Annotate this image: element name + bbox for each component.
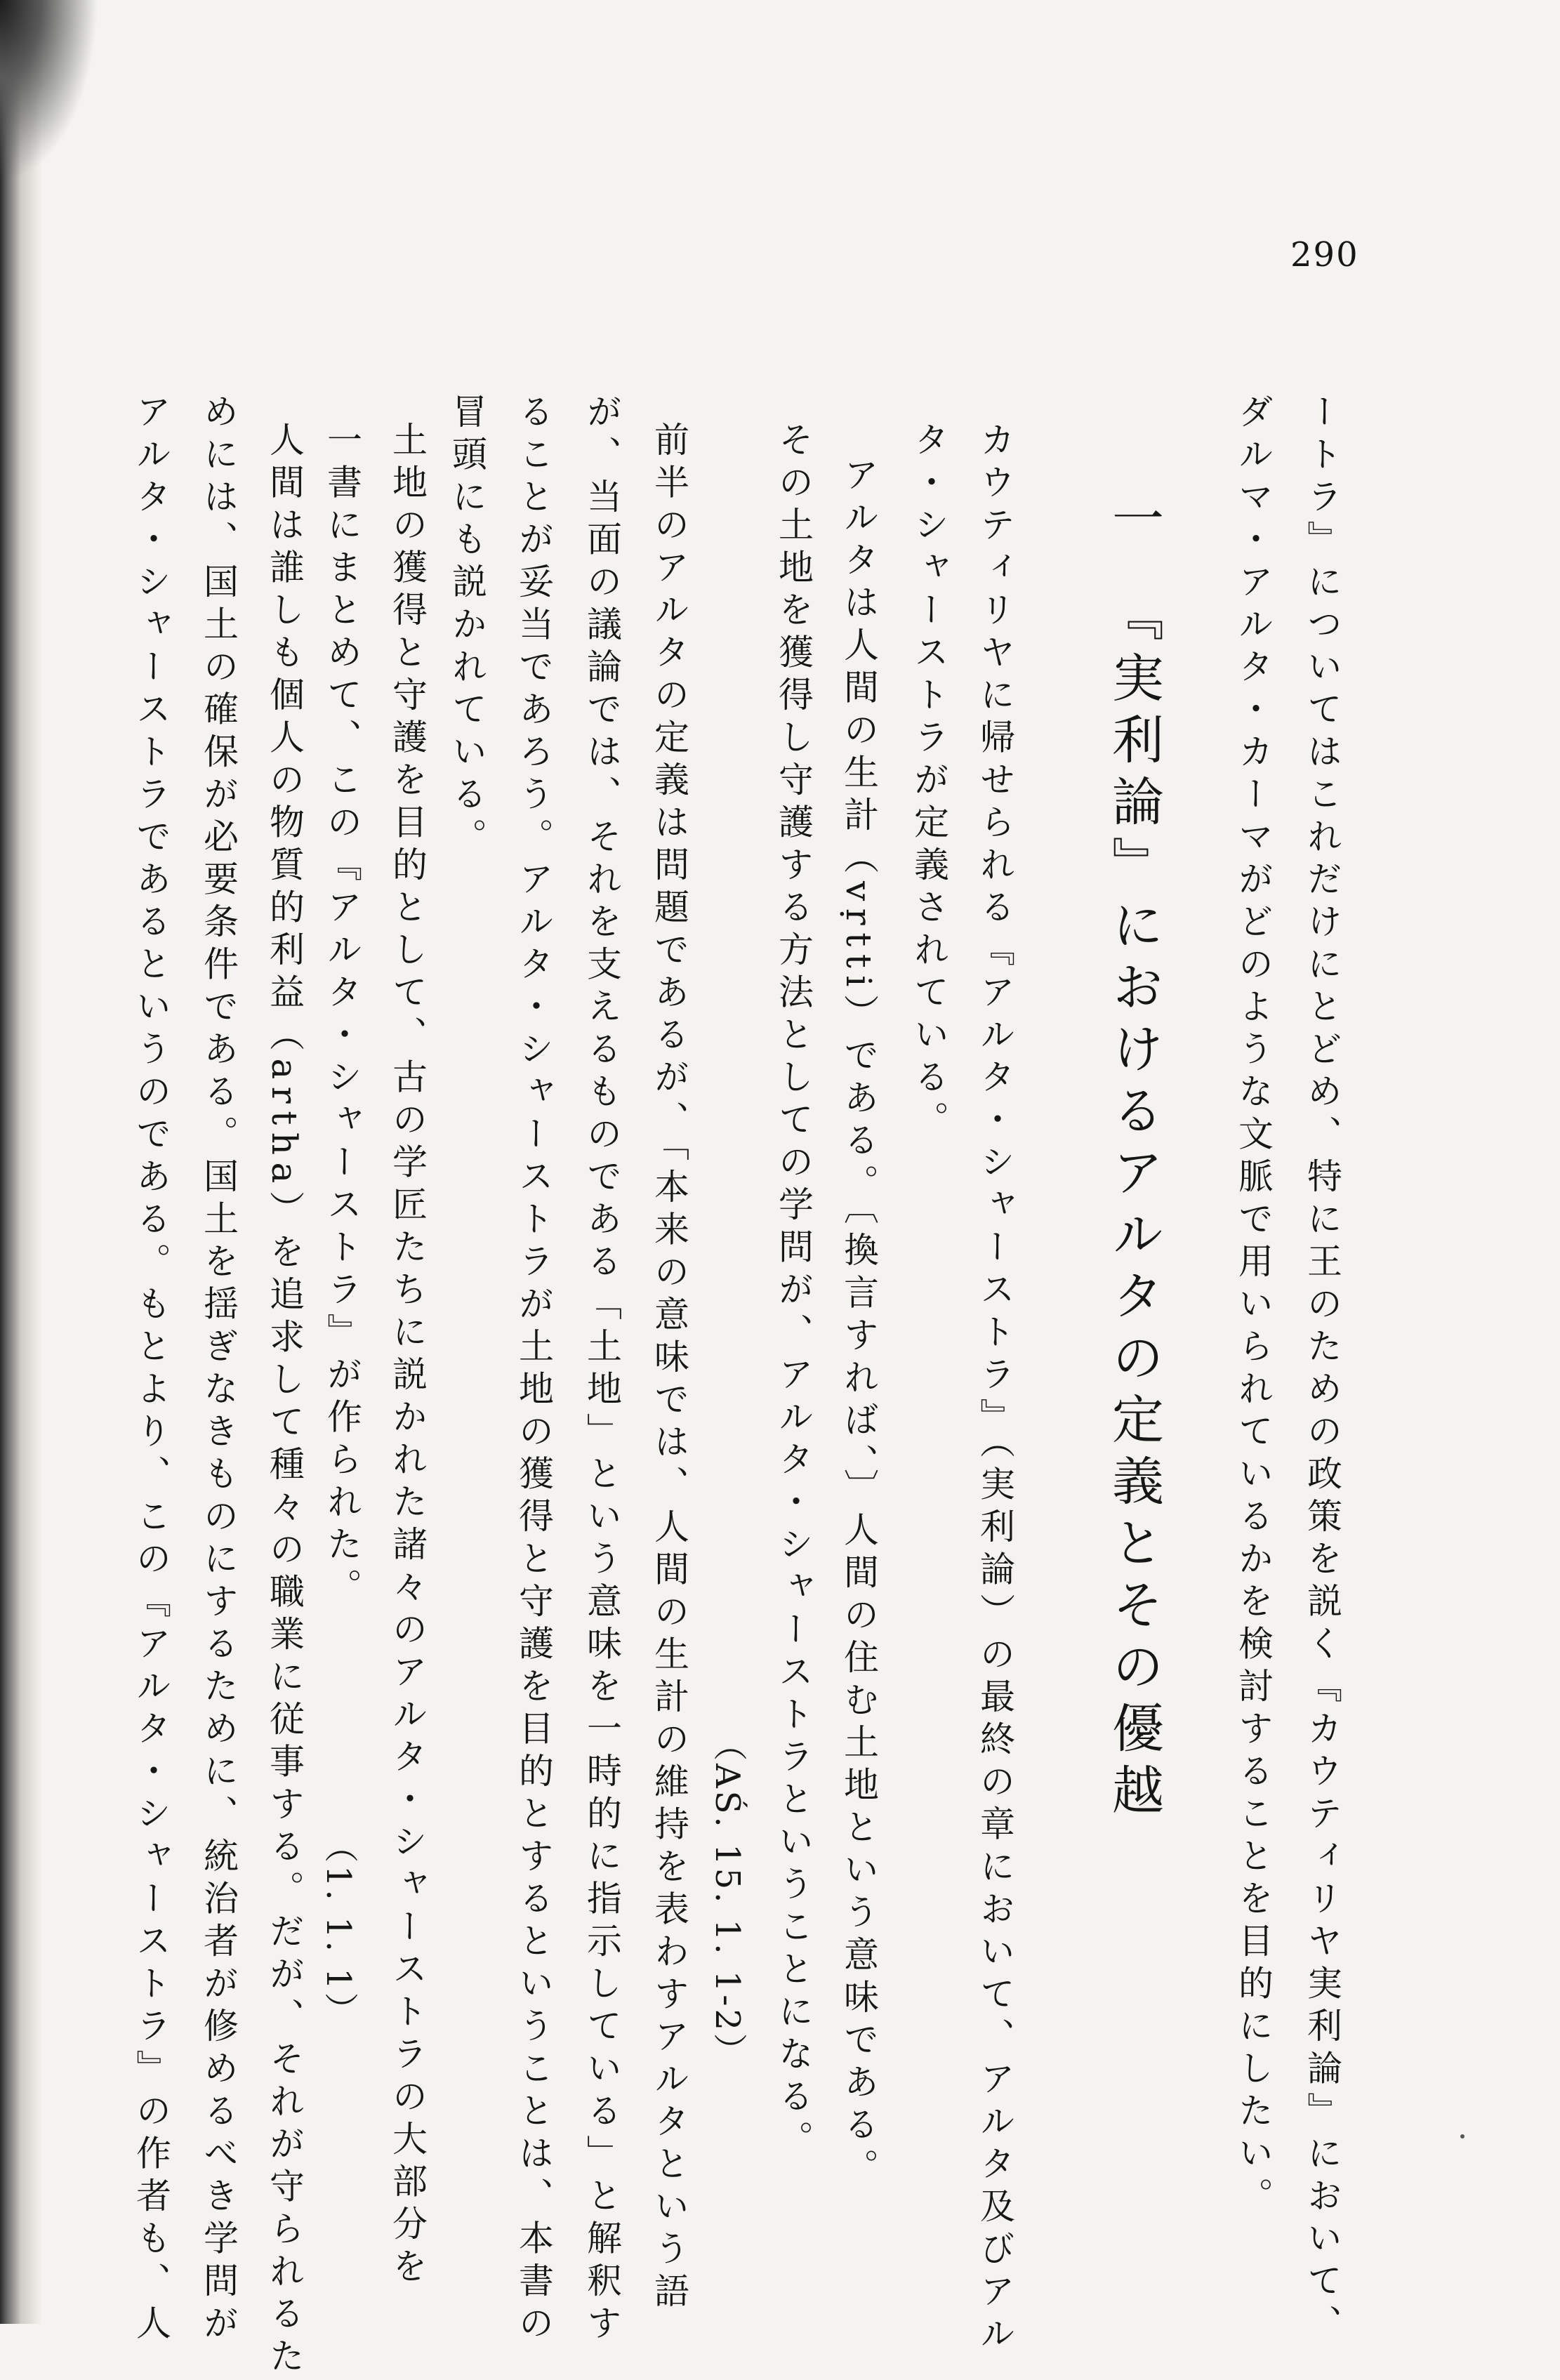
quote2-line-1: 土地の獲得と守護を目的として、古の学匠たちに説かれた諸々のアルタ・シャーストラの大部分を <box>387 421 428 2290</box>
text-column-2: ダルマ・アルタ・カーマがどのような文脈で用いられているかを検討することを目的にしたい。 <box>1233 393 1274 2220</box>
text-column-8: 冒頭にも説かれている。 <box>447 393 487 861</box>
citation-as-15-1-1-2: （AŚ. 15. 1. 1-2） <box>708 1727 747 2070</box>
text-column-10: めには、国土の確保が必要条件である。国土を揺ぎなきものにするために、統治者が修めるべき学問が <box>198 393 239 2347</box>
text-column-11: アルタ・シャーストラであるというのである。もとより、この『アルタ・シャーストラ』の作者も、人 <box>131 393 171 2347</box>
page-number: 290 <box>1290 235 1359 275</box>
citation-1-1-1: （1. 1. 1） <box>319 1829 358 2029</box>
text-column-5: 前半のアルタの定義は問題であるが、「本来の意味では、人間の生計の維持を表わすアルタという語 <box>649 421 689 2315</box>
section-heading: 一 『実利論』におけるアルタの定義とその優越 <box>1104 491 1164 1825</box>
page-corner-shadow <box>0 0 98 183</box>
quote-line-2: その土地を獲得し守護する方法としての学問が、アルタ・シャーストラということになる。 <box>773 421 814 2163</box>
quote-line-1: アルタは人間の生計（vṛtti）である。〔換言すれば、〕人間の住む土地という意味である。 <box>838 456 879 2191</box>
text-column-7: ることが妥当であろう。アルタ・シャーストラが土地の獲得と守護を目的とするということは、本書の <box>513 393 554 2347</box>
scan-speck <box>1460 2134 1465 2138</box>
text-column-1: ートラ』についてはこれだけにとどめ、特に王のための政策を説く『カウティリヤ実利論』において、 <box>1302 393 1342 2347</box>
quote2-line-2: 一書にまとめて、この『アルタ・シャーストラ』が作られた。 <box>322 421 362 1611</box>
text-column-9: 人間は誰しも個人の物質的利益（artha）を追求して種々の職業に従事する。だが、それが守られるた <box>264 421 305 2380</box>
text-column-4: タ・シャーストラが定義されている。 <box>908 421 949 1144</box>
text-column-3: カウティリヤに帰せられる『アルタ・シャーストラ』（実利論）の最終の章において、アルタ及びアル <box>974 421 1015 2358</box>
page-edge-shadow <box>0 0 42 2324</box>
text-column-6: が、当面の議論では、それを支えるものである「土地」という意味を一時的に指示している」と解釈す <box>581 393 622 2347</box>
